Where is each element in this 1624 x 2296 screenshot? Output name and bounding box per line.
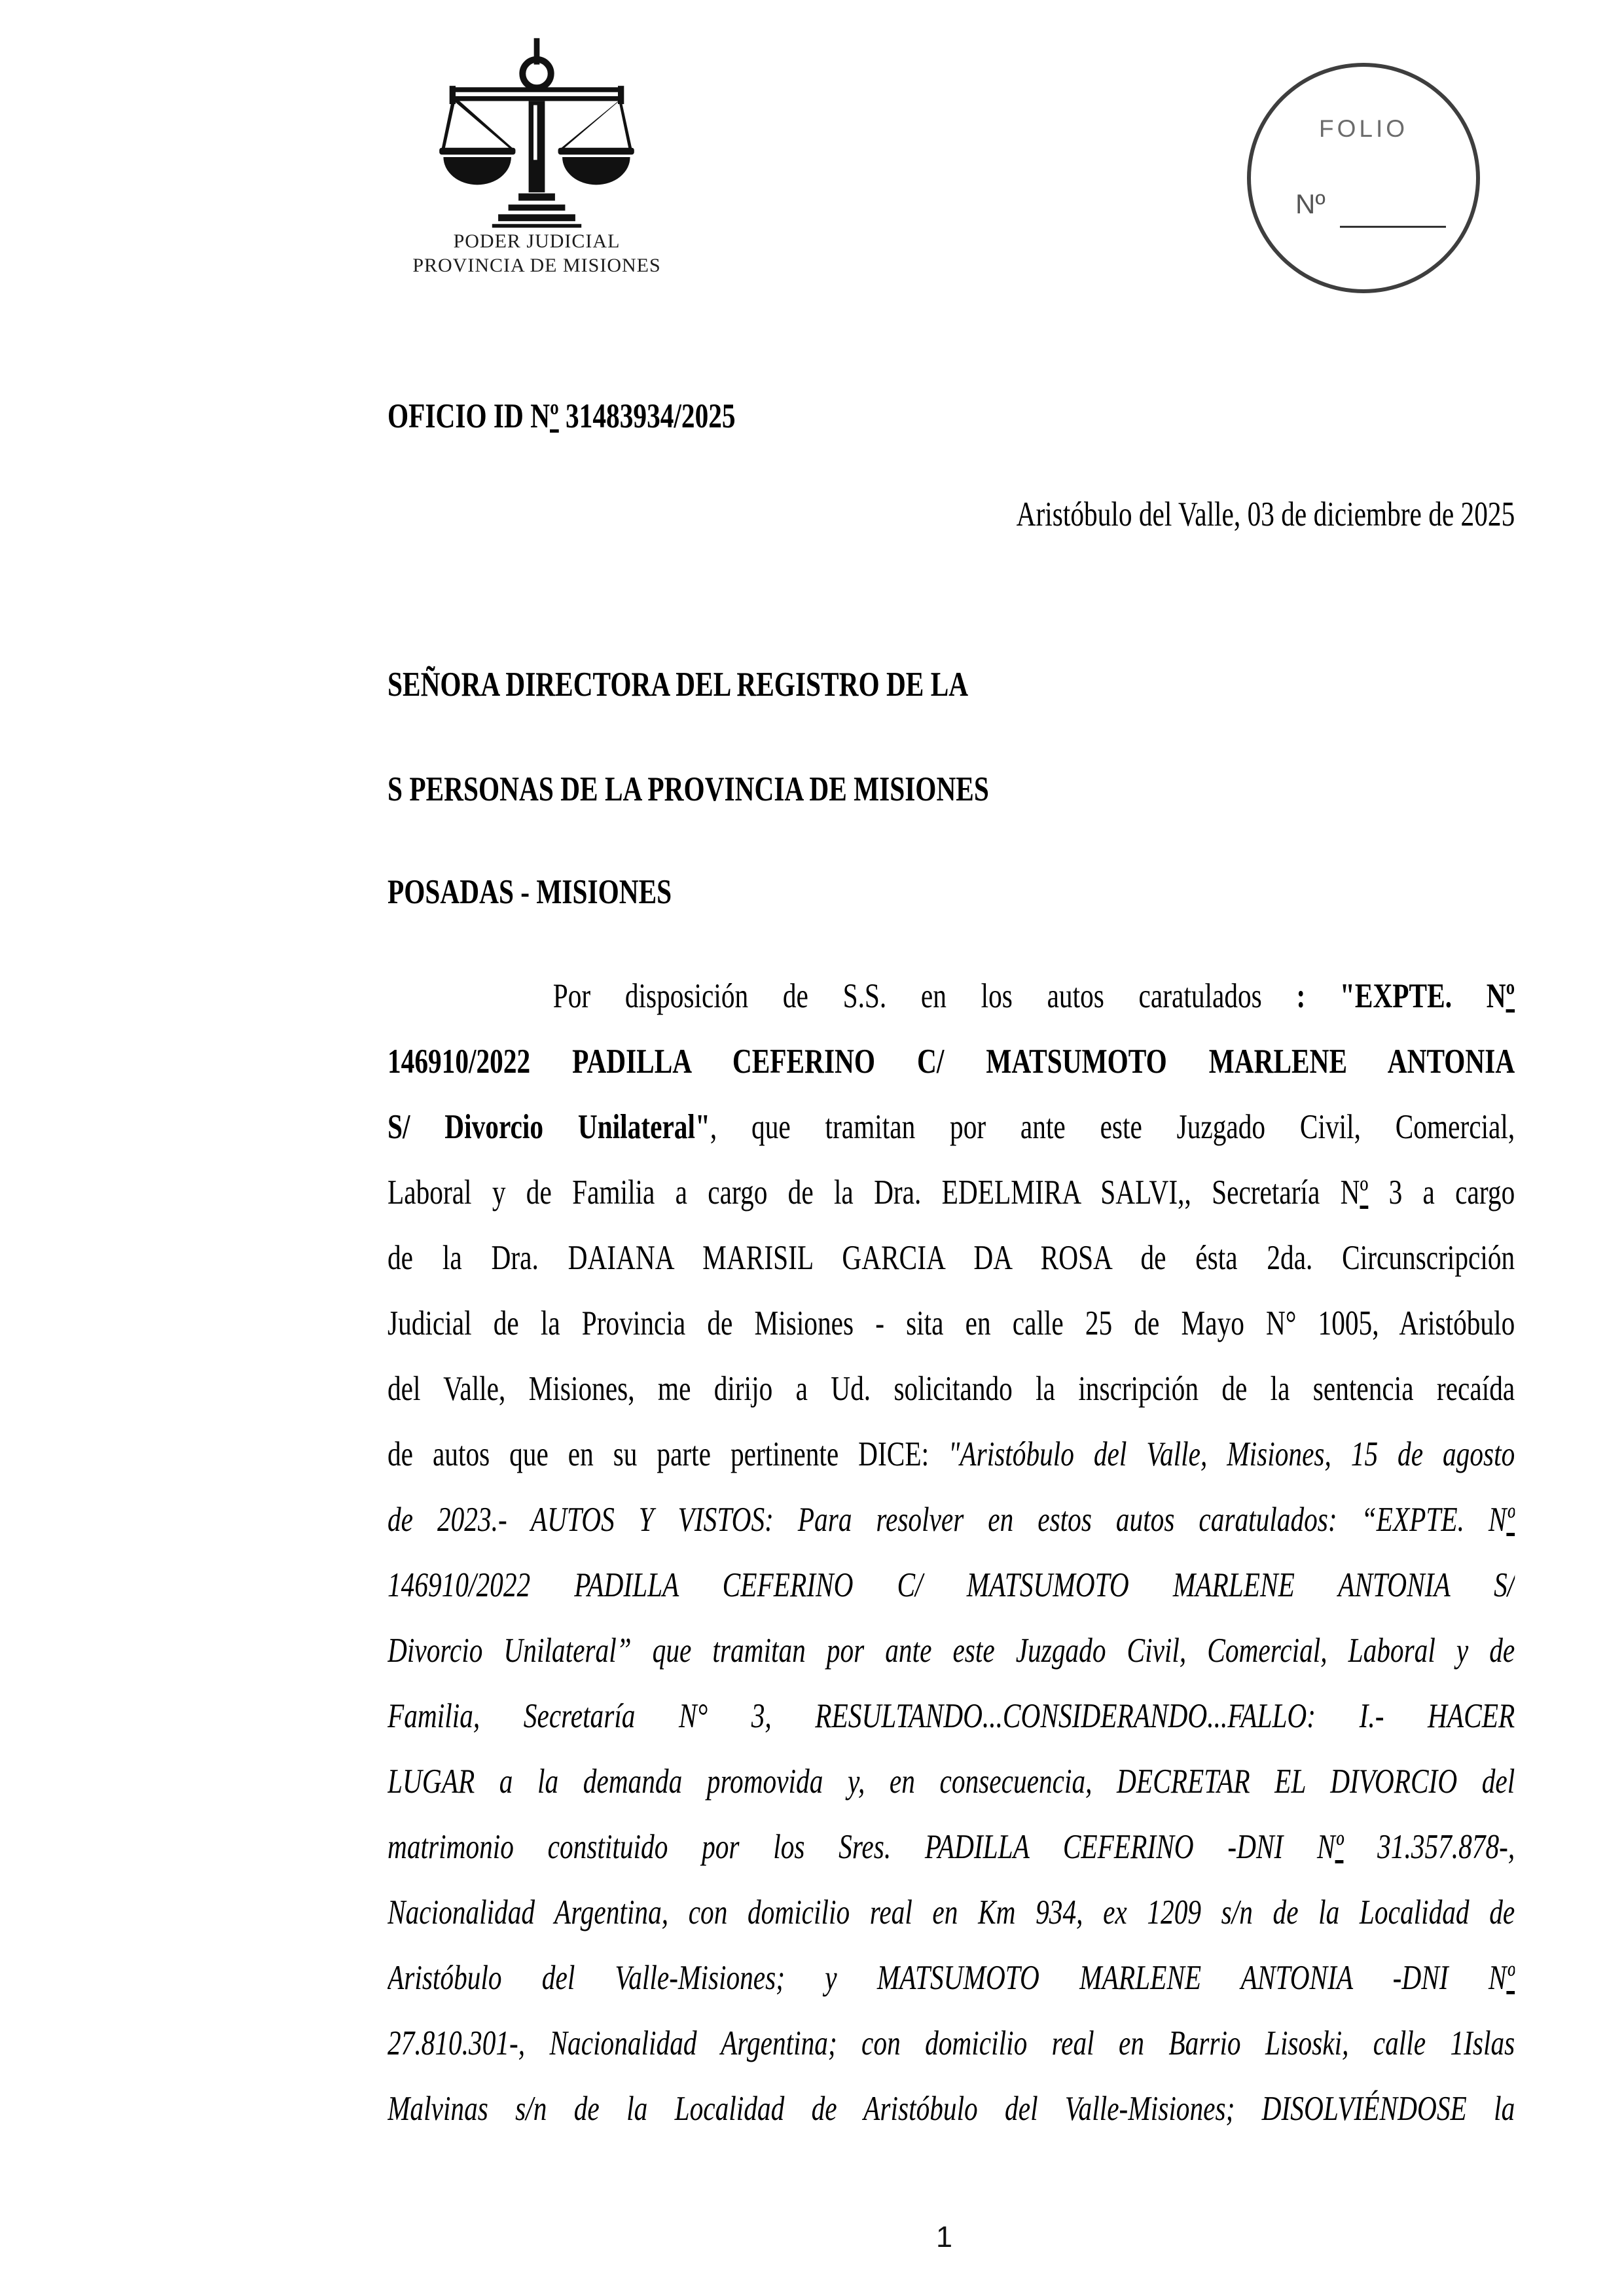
logo-caption-line1: PODER JUDICIAL xyxy=(453,230,621,252)
logo-caption-line2: PROVINCIA DE MISIONES xyxy=(412,255,661,276)
body-text-run: : "EXPTE. Nº xyxy=(1296,977,1515,1015)
body-text-run: de 2023.- AUTOS Y VISTOS: Para resolver en estos autos caratulados: “EXPTE. Nº xyxy=(388,1501,1515,1539)
page-number: 1 xyxy=(936,2220,953,2253)
body-text-run: Por disposición de S.S. en los autos caratulados xyxy=(552,977,1297,1015)
body-text-run: Laboral y de Familia a cargo de la Dra. EDELMIRA SALVI,, Secretaría Nº 3 a cargo xyxy=(388,1174,1515,1211)
folio-stamp-label: FOLIO xyxy=(1318,115,1409,142)
body-line xyxy=(388,1160,1515,1225)
body-line xyxy=(388,2011,1515,2076)
body-text-run: , que tramitan por ante este Juzgado Civil, Comercial, xyxy=(710,1108,1515,1146)
body-line xyxy=(388,1945,1515,2011)
body-line xyxy=(388,1291,1515,1356)
body-text-run: Malvinas s/n de la Localidad de Aristóbulo del Valle-Misiones; DISOLVIÉNDOSE la xyxy=(388,2090,1515,2128)
body-line xyxy=(388,963,1515,1029)
body-line xyxy=(388,1552,1515,1618)
body-text-run: Aristóbulo del Valle-Misiones; y MATSUMOTO MARLENE ANTONIA -DNI Nº xyxy=(388,1959,1515,1997)
body-line xyxy=(388,1487,1515,1552)
body-text-run: Nacionalidad Argentina, con domicilio real en Km 934, ex 1209 s/n de la Localidad de xyxy=(388,1893,1515,1931)
body-line xyxy=(388,1749,1515,1814)
body-line xyxy=(388,1880,1515,1945)
body-line xyxy=(388,1094,1515,1160)
body-text-run: de la Dra. DAIANA MARISIL GARCIA DA ROSA de ésta 2da. Circunscripción xyxy=(388,1239,1515,1277)
body-line xyxy=(388,1618,1515,1683)
body-text-run: 27.810.301-, Nacionalidad Argentina; con domicilio real en Barrio Lisoski, calle 1Islas xyxy=(388,2024,1515,2062)
body-text-run: Judicial de la Provincia de Misiones - sita en calle 25 de Mayo N° 1005, Aristóbulo xyxy=(388,1304,1515,1342)
body-text-run: de autos que en su parte pertinente DICE: xyxy=(388,1435,949,1473)
body-line xyxy=(388,2076,1515,2142)
body-line xyxy=(388,1422,1515,1487)
body-text-run: LUGAR a la demanda promovida y, en consecuencia, DECRETAR EL DIVORCIO del xyxy=(388,1763,1515,1801)
folio-stamp-number-label: Nº xyxy=(1295,188,1326,219)
addressee-line-1: SEÑORA DIRECTORA DEL REGISTRO DE LA xyxy=(388,666,969,704)
body-line xyxy=(388,1814,1515,1880)
body-text-run: del Valle, Misiones, me dirijo a Ud. solicitando la inscripción de la sentencia recaída xyxy=(388,1370,1515,1408)
text-layer xyxy=(388,0,1515,2296)
body-text-run: Divorcio Unilateral” que tramitan por ante este Juzgado Civil, Comercial, Laboral y de xyxy=(388,1632,1515,1670)
body-line xyxy=(388,1225,1515,1291)
body-text-run: "Aristóbulo del Valle, Misiones, 15 de agosto xyxy=(948,1435,1515,1473)
body-text-run: 146910/2022 PADILLA CEFERINO C/ MATSUMOTO MARLENE ANTONIA xyxy=(388,1043,1515,1081)
body-text-run: Familia, Secretaría N° 3, RESULTANDO...CONSIDERANDO...FALLO: I.- HACER xyxy=(388,1697,1515,1735)
body-paragraph xyxy=(388,963,1515,2142)
body-text-run: matrimonio constituido por los Sres. PADILLA CEFERINO -DNI Nº 31.357.878-, xyxy=(388,1828,1515,1866)
body-text-run: 146910/2022 PADILLA CEFERINO C/ MATSUMOTO MARLENE ANTONIA S/ xyxy=(388,1566,1515,1604)
oficio-id-heading: OFICIO ID Nº 31483934/2025 xyxy=(388,397,736,435)
body-line xyxy=(388,1683,1515,1749)
body-line xyxy=(388,1029,1515,1094)
addressee-line-3: POSADAS - MISIONES xyxy=(388,873,672,911)
addressee-line-2: S PERSONAS DE LA PROVINCIA DE MISIONES xyxy=(388,770,989,808)
body-line xyxy=(388,1356,1515,1422)
date-line: Aristóbulo del Valle, 03 de diciembre de 2025 xyxy=(1016,495,1515,533)
body-text-run: S/ Divorcio Unilateral" xyxy=(388,1108,710,1146)
